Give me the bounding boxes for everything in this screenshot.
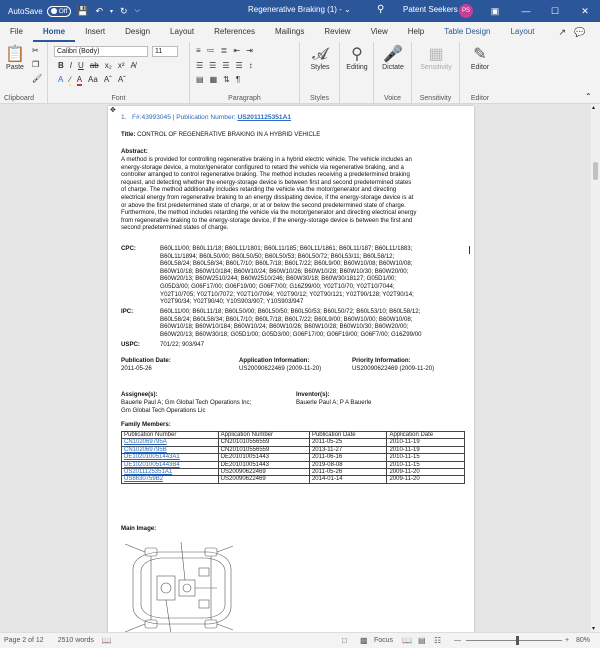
abstract-text (121, 156, 463, 232)
abstract-line: from regenerative braking to the energy-storage device, if the energy-storage device is between the first and (121, 216, 413, 224)
document-name: Regenerative Braking (1) (248, 5, 337, 14)
table-row (122, 469, 465, 476)
tab-design[interactable]: Design (125, 27, 151, 36)
table-cell: 2011-06-16 (309, 454, 387, 461)
avatar[interactable]: PS (459, 4, 473, 18)
cpc-line: B60L11/1894; B60L50/00; B60L50/50; B60L50/53; B60L50/72; B60L53/11; B60L58/12; (160, 252, 395, 260)
document-page (108, 106, 474, 632)
maximize-icon[interactable]: ☐ (550, 6, 560, 16)
font-color-row (58, 75, 126, 86)
scrollbar-thumb[interactable] (593, 162, 598, 180)
pubdate-label: Publication Date: (121, 357, 171, 364)
display-settings-icon[interactable]: □ (342, 636, 347, 645)
ribbon-tabs (0, 22, 600, 42)
document-title (248, 5, 351, 14)
ipc-line: B60W20/13; B60W30/18; G05D1/00; G05D3/00; G06F17/00; G06F19/00; G06F7/00; G16Z99/00 (160, 330, 422, 338)
quick-access-toolbar (77, 6, 140, 17)
scroll-up-icon[interactable]: ▴ (592, 105, 596, 111)
column-header: Application Number (218, 432, 309, 439)
assignee-label: Assignee(s): (121, 391, 158, 398)
highlight-icon[interactable]: ∕ (69, 75, 71, 84)
table-move-handle-icon[interactable]: ✥ (110, 107, 116, 114)
zoom-level[interactable]: 80% (576, 637, 591, 644)
grow-font-icon[interactable]: Aˆ (103, 75, 112, 84)
print-layout-icon[interactable]: ▤ (418, 636, 426, 645)
format-painter-icon[interactable]: 🖌 (32, 74, 43, 83)
show-formatting-icon[interactable]: ¶ (235, 75, 241, 84)
close-icon[interactable]: ✕ (581, 6, 589, 16)
font-size-box[interactable]: 11 (152, 46, 178, 57)
result-id: F#:43993045 | Publication Number: (132, 114, 236, 121)
table-row (122, 461, 465, 468)
cpc-line: Y02T10/705; Y02T10/7072; Y02T10/7094; Y02T90/12; Y02T90/121; Y02T90/128; Y02T90/14; (160, 290, 414, 298)
cpc-line: B60L58/24; B60L58/34; B60L7/10; B60L7/18; B60L7/22; B60L9/00; B60W10/08; B60W10/08; (160, 260, 413, 268)
tab-insert[interactable]: Insert (85, 27, 106, 36)
ipc-codes (160, 308, 465, 338)
tab-table-design[interactable]: Table Design (444, 27, 491, 36)
document-canvas (0, 104, 591, 632)
tab-table-layout[interactable]: Layout (510, 27, 535, 36)
tab-home[interactable]: Home (33, 22, 75, 42)
increase-indent-icon[interactable]: ⇥ (246, 46, 253, 55)
table-row (122, 454, 465, 461)
cut-icon[interactable]: ✂ (32, 46, 39, 55)
read-mode-icon[interactable]: 📖 (402, 636, 412, 645)
zoom-in-icon[interactable]: + (565, 637, 570, 644)
table-cell: 2010-11-19 (387, 446, 465, 453)
sensitivity-button[interactable] (414, 46, 458, 71)
list-row (196, 46, 253, 55)
tab-references[interactable]: References (214, 27, 255, 36)
redo-icon[interactable]: ↻ (120, 5, 128, 16)
family-pub-link[interactable]: DE102010051443B4 (122, 461, 219, 468)
title-dropdown-icon[interactable]: ⌄ (344, 5, 351, 14)
ipc-line: B60L58/24; B60L58/34; B60L7/10; B60L7/18; B60L7/22; B60L9/00; B60W10/00; B60W10/08; (160, 315, 413, 323)
page-count[interactable]: Page 2 of 12 (4, 637, 44, 644)
inventor-value: Bauerle Paul A; P A Bauerle (296, 399, 372, 406)
table-cell: DE201010051443 (218, 461, 309, 468)
family-table-header (122, 432, 465, 439)
word-count[interactable]: 2510 words (57, 637, 94, 644)
voice-group (374, 42, 412, 104)
search-icon[interactable]: ⚲ (377, 4, 385, 15)
column-header: Application Date (387, 432, 465, 439)
toggle-knob (51, 8, 57, 14)
styles-label: Styles (310, 64, 330, 71)
title-bar (0, 0, 600, 22)
clipboard-group-label: Clipboard (4, 95, 34, 102)
cpc-line: B60L11/00; B60L11/18; B60L11/1801; B60L11/185; B60L11/1861; B60L11/187; B60L11/1883; (160, 245, 413, 252)
table-cell: US20090622469 (218, 476, 309, 483)
cpc-line: Y02T90/34; Y02T90/40; Y10S903/907; Y10S903/947 (160, 298, 304, 306)
change-case-icon[interactable]: Aa (88, 75, 98, 84)
bold-icon[interactable]: B (58, 61, 64, 70)
tab-layout[interactable]: Layout (170, 27, 195, 36)
paste-label: Paste (6, 64, 24, 71)
tab-review[interactable]: Review (324, 27, 351, 36)
table-cell: 2010-11-19 (387, 439, 465, 446)
italic-icon[interactable]: I (69, 61, 73, 70)
tab-file[interactable]: File (10, 27, 23, 36)
decrease-indent-icon[interactable]: ⇤ (233, 46, 241, 55)
abstract-line: electrical energy from regenerative braking to an energy dissipating device, if the energy-storage device is at (121, 193, 414, 201)
sensitivity-icon: ▦ (428, 46, 444, 63)
sort-icon[interactable]: ⇅ (223, 75, 230, 84)
table-cell: CN201010556559 (218, 446, 309, 453)
align-right-icon[interactable]: ☰ (222, 61, 230, 70)
table-row (122, 439, 465, 446)
dictate-button[interactable] (378, 46, 408, 71)
underline-icon[interactable]: U (78, 61, 84, 70)
zoom-slider[interactable] (466, 640, 562, 641)
priority-label: Priority Information: (352, 357, 411, 364)
table-cell: 2010-11-15 (387, 454, 465, 461)
abstract-line: A method is provided for controlling regenerative braking in a hybrid electric vehicle. The vehicle includes an (121, 156, 412, 163)
title-value: CONTROL OF REGENERATIVE BRAKING IN A HYBRID VEHICLE (137, 131, 321, 138)
editing-button[interactable] (342, 46, 372, 71)
tab-view[interactable]: View (370, 27, 388, 36)
assignee-value (121, 399, 251, 414)
editor-icon: ✎ (473, 46, 487, 63)
styles-group (300, 42, 340, 104)
table-cell: 2019-08-08 (309, 461, 387, 468)
family-members-label: Family Members: (121, 421, 171, 428)
table-cell: 2009-11-20 (387, 469, 465, 476)
font-group-label: Font (111, 95, 126, 102)
table-cell: CN201010556559 (218, 439, 309, 446)
shading-icon[interactable]: ▤ (196, 75, 204, 84)
font-group (48, 42, 190, 104)
paragraph-group (190, 42, 300, 104)
dictate-label: Dictate (382, 64, 404, 71)
publication-link[interactable]: US2011125351A1 (237, 114, 292, 121)
numbering-icon[interactable]: ≔ (206, 46, 215, 55)
undo-icon[interactable]: ↶ (95, 5, 104, 16)
multilevel-list-icon[interactable]: ≣ (220, 46, 228, 55)
editor-group-label: Editor (470, 95, 490, 102)
assignee-line: Gm Global Tech Operations Llc (121, 406, 206, 414)
superscript-icon[interactable]: x² (117, 61, 125, 70)
title-label: Title: (121, 131, 136, 138)
save-icon[interactable]: 💾 (77, 5, 89, 16)
bullets-icon[interactable]: ≡ (196, 46, 201, 55)
appinfo-value: US20090622469 (2009-11-20) (239, 365, 322, 372)
sensitivity-group (412, 42, 460, 104)
abstract-line: or above the first predetermined state of charge, or at or below the second predetermined state of charge. (121, 201, 406, 209)
styles-group-label: Styles (309, 95, 330, 102)
title-line (121, 131, 320, 139)
styles-button[interactable] (306, 46, 334, 71)
editing-group (340, 42, 374, 104)
table-cell: DE201010051443 (218, 454, 309, 461)
inventor-label: Inventor(s): (296, 391, 330, 398)
family-pub-link[interactable]: CN102069795B (122, 446, 219, 453)
table-cell: 2010-11-15 (387, 461, 465, 468)
align-left-icon[interactable]: ☰ (196, 61, 204, 70)
font-name-box[interactable]: Calibri (Body) (54, 46, 148, 57)
proofing-icon[interactable]: 📖 (101, 636, 112, 645)
align-center-icon[interactable]: ☰ (209, 61, 217, 70)
table-cell: 2009-11-20 (387, 476, 465, 483)
editor-group (460, 42, 500, 104)
tab-mailings[interactable]: Mailings (275, 27, 305, 36)
patent-drawing-image[interactable] (121, 538, 241, 632)
sensitivity-label: Sensitivity (420, 64, 452, 71)
alignment-row (196, 61, 253, 70)
cpc-line: B60W20/13; B60W2510/244; B60W2510/246; B60W30/18; B60W30/18127; G05D1/00; (160, 275, 397, 283)
result-number: 1. (121, 114, 127, 121)
document-title-separator: - (339, 5, 342, 14)
family-pub-link[interactable]: CN102069795A (122, 439, 219, 446)
result-heading (121, 114, 291, 122)
abstract-line: request, and detecting whether the energy-storage device is between first and second predetermined states (121, 178, 412, 186)
ipc-line: B60W10/18; B60W10/184; B60W10/24; B60W10/26; B60W10/28; B60W10/30; B60W20/00; (160, 323, 409, 331)
borders-icon[interactable]: ▦ (209, 75, 218, 84)
table-cell: 2014-01-14 (309, 476, 387, 483)
paragraph-group-label: Paragraph (228, 95, 261, 102)
abstract-label: Abstract: (121, 148, 148, 155)
abstract-line: second predetermined states of charge. (121, 224, 229, 232)
focus-icon[interactable]: ▩ (360, 636, 368, 645)
find-icon: ⚲ (351, 46, 363, 63)
shrink-font-icon[interactable]: Aˇ (117, 75, 126, 84)
share-icon[interactable]: ↗ (558, 26, 567, 37)
main-image-label: Main Image: (121, 525, 157, 532)
pubdate-value: 2011-05-26 (121, 365, 152, 372)
table-cell: 2011-05-25 (309, 439, 387, 446)
assignee-line: Bauerle Paul A; Gm Global Tech Operations Inc; (121, 399, 252, 406)
text-cursor (469, 246, 470, 254)
cpc-line: B60W10/18; B60W10/184; B60W10/24; B60W10/26; B60W10/28; B60W10/30; B60W20/00; (160, 267, 409, 275)
paste-button[interactable] (4, 46, 26, 71)
minimize-icon[interactable]: — (521, 6, 531, 16)
uspc-label: USPC: (121, 341, 140, 348)
ribbon (0, 42, 600, 104)
comments-icon[interactable]: 💬 (574, 26, 586, 37)
table-row (122, 446, 465, 453)
customize-toolbar-icon[interactable]: ⌵ (134, 7, 140, 14)
collapse-ribbon-icon[interactable]: ⌃ (585, 92, 592, 101)
status-bar (0, 632, 600, 648)
appinfo-label: Application Information: (239, 357, 310, 364)
text-effects-icon[interactable]: A (58, 75, 64, 84)
clear-formatting-icon[interactable]: A̸ (130, 61, 136, 70)
cpc-label: CPC: (121, 245, 136, 252)
styles-icon: 𝓐 (312, 46, 328, 63)
abstract-line: Furthermore, the method includes retarding the vehicle via the motor/generator and directing electrical energy (121, 209, 417, 217)
paragraph-misc-row (196, 75, 240, 84)
autosave-label: AutoSave (8, 6, 43, 16)
column-header: Publication Number (122, 432, 219, 439)
cpc-line: G05D3/00; G06F17/00; G06F19/00; G06F7/00; G16Z99/00; Y02T10/70; Y02T10/7044; (160, 282, 395, 290)
priority-value: US20090622469 (2009-11-20) (352, 365, 435, 372)
family-table (121, 431, 465, 484)
cpc-codes (160, 245, 465, 306)
zoom-slider-thumb[interactable] (516, 636, 519, 645)
line-spacing-icon[interactable]: ↕ (248, 61, 253, 70)
family-pub-link[interactable]: DE102010051443A1 (122, 454, 219, 461)
uspc-value: 701/22; 903/947 (160, 341, 205, 348)
strikethrough-icon[interactable]: ab (89, 61, 99, 70)
editor-button[interactable] (464, 46, 496, 71)
abstract-line: of charge. The method additionally includes retarding the vehicle via the motor/generator and directing (121, 186, 397, 194)
ribbon-display-icon[interactable]: ▣ (490, 6, 500, 16)
focus-button[interactable]: Focus (374, 637, 394, 644)
subscript-icon[interactable]: x₂ (104, 61, 112, 70)
zoom-out-icon[interactable]: — (454, 637, 461, 644)
autosave-state: Off (58, 7, 68, 15)
font-format-row (58, 61, 136, 70)
editing-label: Editing (346, 64, 368, 71)
column-header: Publication Date (309, 432, 387, 439)
table-cell: 2011-05-26 (309, 469, 387, 476)
copy-icon[interactable]: ❐ (32, 60, 40, 69)
autosave-toggle[interactable] (47, 6, 72, 17)
family-pub-link[interactable]: US8630759B2 (122, 476, 219, 483)
ipc-label: IPC: (121, 308, 134, 315)
justify-icon[interactable]: ☰ (235, 61, 243, 70)
abstract-line: energy-storage device, a motor/generator configured to retard the vehicle via regenerative braking, and a (121, 163, 404, 171)
table-cell: 2013-11-27 (309, 446, 387, 453)
sensitivity-group-label: Sensitivity (419, 95, 452, 102)
paste-icon: 📋 (5, 46, 25, 63)
undo-dropdown-icon[interactable]: ▾ (110, 8, 114, 15)
table-row (122, 476, 465, 483)
table-cell: US20090622469 (218, 469, 309, 476)
tab-help[interactable]: Help (407, 27, 425, 36)
editor-label: Editor (470, 64, 490, 71)
vertical-scrollbar[interactable] (591, 104, 600, 632)
microphone-icon: 🎤 (383, 46, 403, 63)
clipboard-group (0, 42, 48, 104)
ipc-line: B60L11/00; B60L11/18; B60L50/00; B60L50/50; B60L50/53; B60L50/72; B60L53/10; B60L58/12; (160, 308, 421, 315)
family-pub-link[interactable]: US2011125351A1 (122, 469, 219, 476)
voice-group-label: Voice (383, 95, 402, 102)
account-name[interactable]: Patent Seekers (403, 5, 458, 14)
web-layout-icon[interactable]: ☷ (434, 636, 442, 645)
font-color-icon[interactable]: A (76, 75, 83, 84)
abstract-line: controller arranged to control regenerative braking. The method includes receiving a predetermined braking (121, 171, 410, 179)
scroll-down-icon[interactable]: ▾ (592, 626, 596, 632)
